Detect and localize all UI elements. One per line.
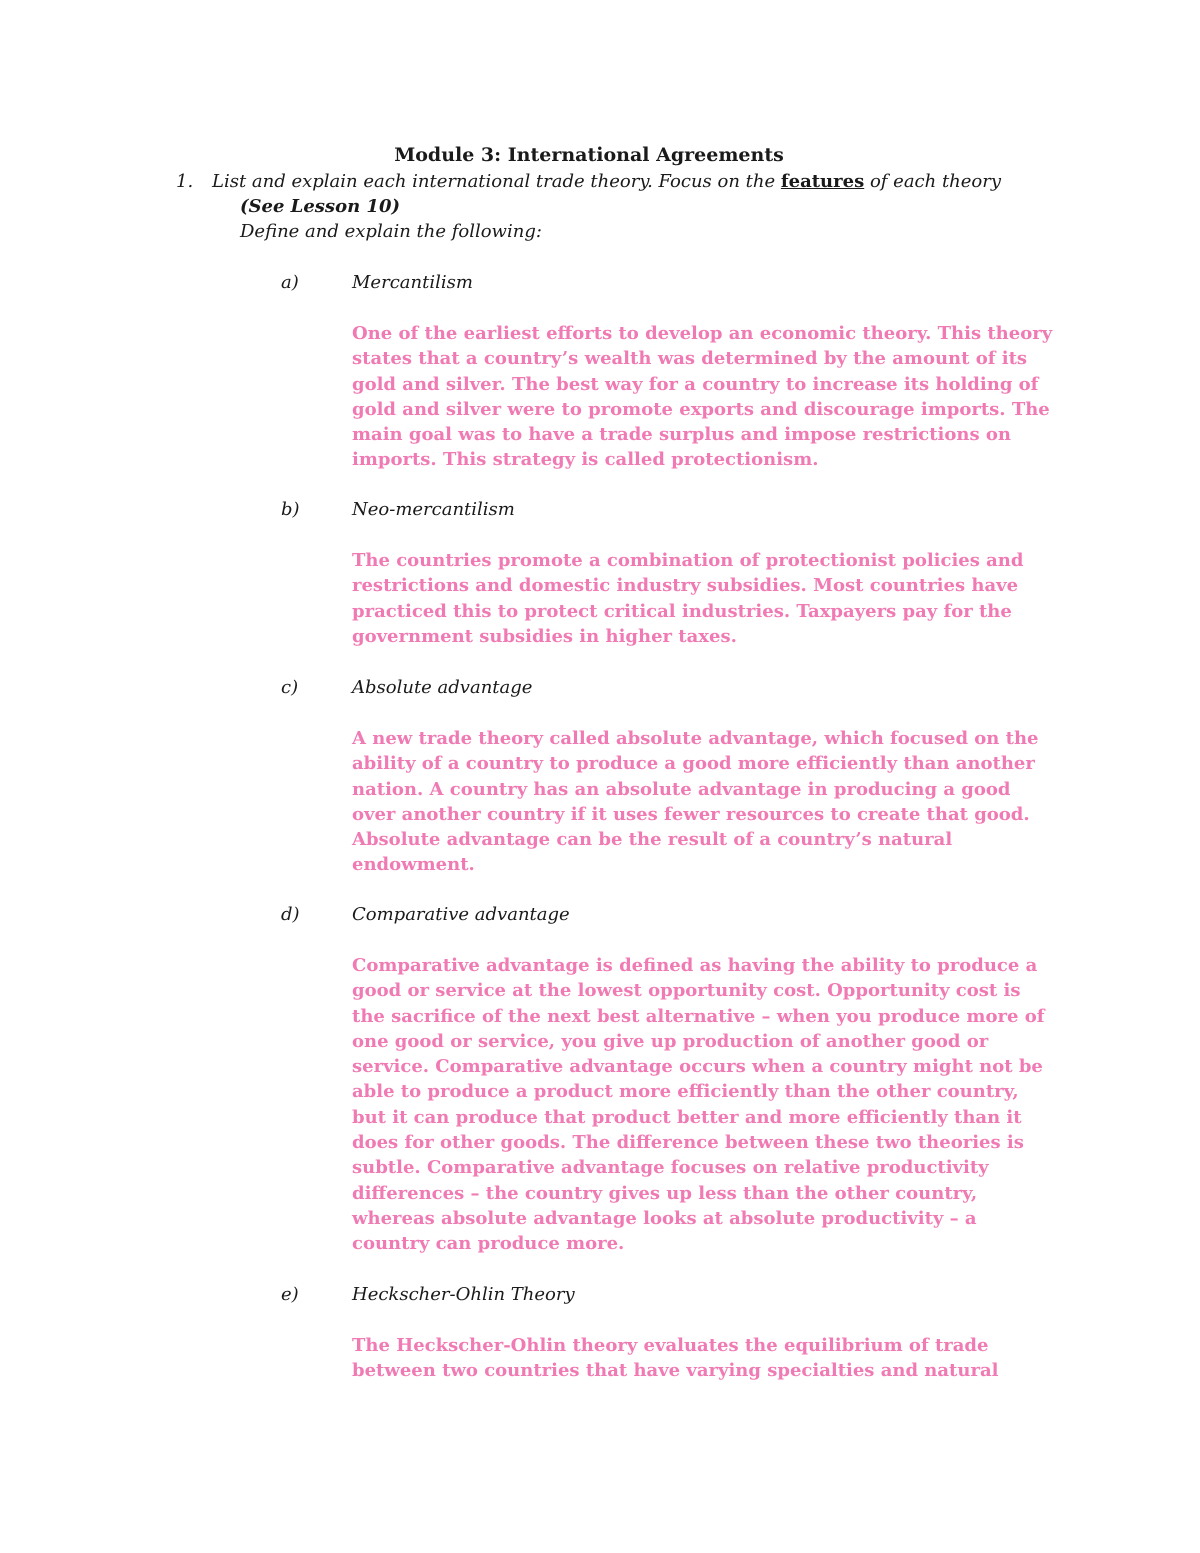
answer-line: whereas absolute advantage looks at absolute productivity – a (352, 1207, 977, 1229)
question-text-end: of each theory (864, 171, 1002, 192)
answer-line: restrictions and domestic industry subsidies. Most countries have (352, 575, 1019, 597)
answer-line: One of the earliest efforts to develop an economic theory. This theory (352, 323, 1053, 344)
answer-paragraph (352, 1333, 1042, 1384)
answer-line: good or service at the lowest opportunity cost. Opportunity cost is (352, 980, 1021, 1002)
answer-line: service. Comparative advantage occurs when a country might not be (352, 1056, 1043, 1078)
item-heading: Absolute advantage (352, 677, 533, 698)
answer-line: subtle. Comparative advantage focuses on relative productivity (352, 1157, 989, 1179)
item-letter: e) (281, 1284, 299, 1305)
item-letter: d) (281, 904, 300, 925)
answer-paragraph (352, 726, 1042, 878)
document-title: Module 3: International Agreements (394, 144, 784, 166)
answer-line: gold and silver were to promote exports and discourage imports. The (352, 398, 1050, 420)
answer-line: country can produce more. (352, 1233, 625, 1255)
question-text-emphasis: features (780, 171, 865, 192)
item-letter: b) (281, 499, 300, 520)
answer-line: but it can produce that product better and more efficiently than it (352, 1106, 1022, 1128)
answer-line: endowment. (352, 854, 475, 876)
answer-line: Comparative advantage is defined as having the ability to produce a (352, 955, 1038, 976)
answer-line: able to produce a product more efficiently than the other country, (352, 1081, 1019, 1103)
answer-line: imports. This strategy is called protectionism. (352, 449, 819, 471)
answer-line: one good or service, you give up production of another good or (352, 1030, 989, 1052)
item-heading: Comparative advantage (352, 904, 570, 925)
answer-line: gold and silver. The best way for a country to increase its holding of (352, 373, 1039, 395)
item-letter: a) (281, 272, 299, 293)
question-text (212, 169, 1001, 194)
answer-line: ability of a country to produce a good more efficiently than another (352, 753, 1035, 775)
answer-line: A new trade theory called absolute advantage, which focused on the (352, 728, 1039, 749)
answer-line: between two countries that have varying specialties and natural (352, 1360, 999, 1382)
item-heading: Mercantilism (352, 272, 473, 293)
answer-line: The countries promote a combination of protectionist policies and (352, 550, 1024, 571)
question-text-start: List and explain each international trade theory. Focus on the (212, 171, 781, 192)
answer-line: main goal was to have a trade surplus and impose restrictions on (352, 424, 1011, 446)
answer-line: states that a country’s wealth was determined by the amount of its (352, 348, 1028, 370)
answer-line: the sacrifice of the next best alternative – when you produce more of (352, 1005, 1045, 1027)
answer-line: The Heckscher-Ohlin theory evaluates the equilibrium of trade (352, 1335, 989, 1356)
answer-line: does for other goods. The difference between these two theories is (352, 1132, 1024, 1154)
answer-line: government subsidies in higher taxes. (352, 625, 737, 647)
lesson-reference: (See Lesson 10) (240, 196, 400, 217)
item-letter: c) (281, 677, 299, 698)
answer-paragraph (352, 953, 1045, 1257)
answer-paragraph (352, 321, 1053, 473)
item-heading: Heckscher-Ohlin Theory (352, 1284, 575, 1305)
answer-line: over another country if it uses fewer resources to create that good. (352, 803, 1030, 825)
answer-paragraph (352, 548, 1042, 649)
answer-line: Absolute advantage can be the result of a country’s natural (352, 829, 953, 851)
question-instruction: Define and explain the following: (240, 221, 542, 242)
question-number: 1. (176, 171, 194, 192)
answer-line: nation. A country has an absolute advantage in producing a good (352, 778, 1011, 800)
item-heading: Neo-mercantilism (352, 499, 515, 520)
answer-line: practiced this to protect critical industries. Taxpayers pay for the (352, 600, 1012, 622)
answer-line: differences – the country gives up less than the other country, (352, 1182, 978, 1204)
